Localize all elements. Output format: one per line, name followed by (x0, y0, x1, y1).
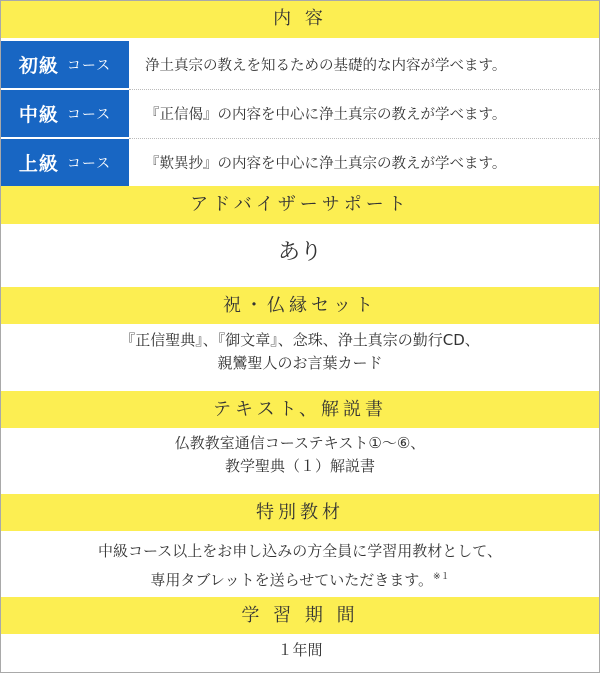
period-heading: 学 習 期 間 (1, 597, 599, 634)
special-line-2 (1, 564, 599, 593)
special-heading: 特別教材 (1, 494, 599, 531)
course-suffix: コース (66, 106, 112, 123)
course-description: 『正信偈』の内容を中心に浄土真宗の教えが学べます。 (145, 107, 507, 123)
gift-heading: 祝・仏縁セット (1, 287, 599, 324)
advisor-heading: アドバイザーサポート (1, 186, 599, 224)
label-divider (1, 137, 129, 138)
advisor-value: あり (277, 240, 322, 265)
course-description: 『歎異抄』の内容を中心に浄土真宗の教えが学べます。 (145, 156, 507, 172)
course-suffix: コース (66, 155, 112, 172)
period-value: １年間 (277, 641, 323, 659)
course-label-advanced (1, 139, 129, 186)
textbook-line-1: 仏教教室通信コーステキスト①～⑥、 (174, 434, 426, 452)
course-label-intermediate (1, 90, 129, 137)
special-line-2-text: 専用タブレットを送らせていただきます。 (150, 571, 434, 589)
textbook-line-2: 教学聖典（１）解説書 (224, 457, 375, 475)
course-row-advanced (1, 139, 599, 186)
course-level: 中級 (18, 104, 59, 126)
gift-line-2: 親鸞聖人のお言葉カード (217, 354, 383, 372)
course-level: 初級 (18, 55, 59, 77)
content-heading: 内 容 (1, 1, 599, 38)
course-row-intermediate (1, 90, 599, 137)
label-divider (1, 88, 129, 89)
course-description: 浄土真宗の教えを知るための基礎的な内容が学べます。 (145, 58, 507, 74)
course-level: 上級 (18, 153, 59, 175)
special-content (1, 538, 599, 598)
gift-line-1: 『正信聖典』、『御文章』、念珠、浄土真宗の勤行CD、 (120, 331, 480, 349)
course-suffix: コース (66, 57, 112, 74)
textbook-content (1, 432, 599, 492)
course-label-beginner (1, 41, 129, 88)
gift-content (1, 329, 599, 389)
textbook-heading: テキスト、解説書 (1, 391, 599, 428)
footnote-marker: ※１ (433, 572, 450, 582)
special-line-1: 中級コース以上をお申し込みの方全員に学習用教材として、 (98, 542, 502, 560)
course-row-beginner (1, 41, 599, 88)
